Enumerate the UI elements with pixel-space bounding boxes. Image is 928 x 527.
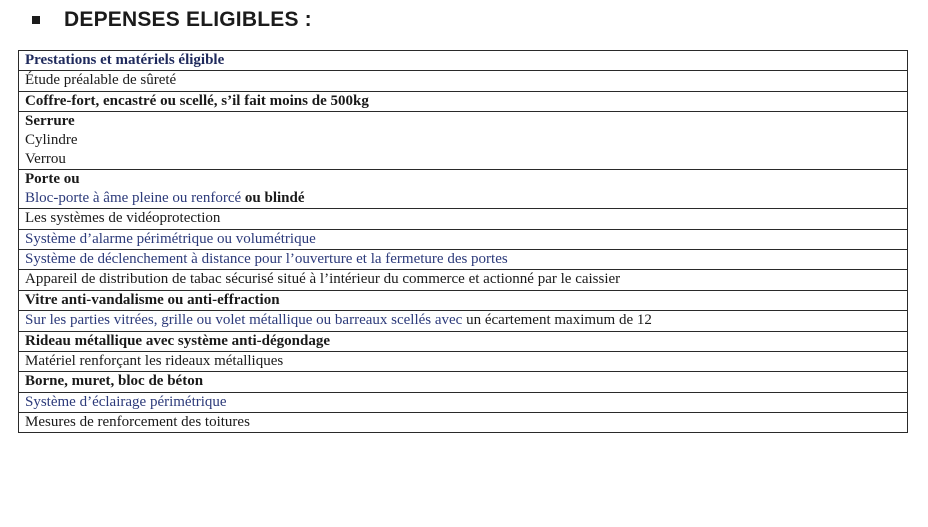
table-cell <box>19 71 908 91</box>
table-row <box>19 372 908 392</box>
table-cell <box>19 290 908 310</box>
cell-text: Rideau métallique avec système anti-dégondage <box>25 332 330 349</box>
table-header-cell: Prestations et matériels éligible <box>19 51 908 71</box>
cell-text: Système d’éclairage périmétrique <box>25 393 227 410</box>
cell-text: Étude préalable de sûreté <box>25 72 177 89</box>
table-cell <box>19 209 908 229</box>
cell-text: Coffre-fort, encastré ou scellé, s’il fait moins de 500kg <box>25 92 369 109</box>
cell-text: Matériel renforçant les rideaux métalliques <box>25 352 284 369</box>
table-row <box>19 71 908 91</box>
table-cell <box>19 392 908 412</box>
cell-text: Verrou <box>25 151 66 168</box>
cell-text: Borne, muret, bloc de béton <box>25 373 204 390</box>
eligible-expenses-table <box>18 50 908 433</box>
cell-text: Les systèmes de vidéoprotection <box>25 210 221 227</box>
table-row <box>19 311 908 331</box>
table-cell <box>19 229 908 249</box>
cell-text: Vitre anti-vandalisme ou anti-effraction <box>25 291 280 308</box>
table-cell <box>19 372 908 392</box>
table-cell <box>19 413 908 433</box>
table-row <box>19 170 908 209</box>
table-row <box>19 290 908 310</box>
cell-text: Appareil de distribution de tabac sécurisé situé à l’intérieur du commerce et actionné par le caissier <box>25 271 621 288</box>
table-row <box>19 331 908 351</box>
cell-text: Porte ou <box>25 171 80 188</box>
table-cell <box>19 311 908 331</box>
cell-text: Système d’alarme périmétrique ou volumétrique <box>25 230 316 247</box>
section-heading <box>32 8 312 32</box>
table-cell <box>19 351 908 371</box>
table-cell <box>19 91 908 111</box>
table-row <box>19 392 908 412</box>
table-row <box>19 270 908 290</box>
table-header-row <box>19 51 908 71</box>
table-row <box>19 112 908 170</box>
table-cell <box>19 249 908 269</box>
table-row <box>19 91 908 111</box>
cell-text: ou blindé <box>241 190 305 207</box>
bullet-icon <box>32 16 40 24</box>
cell-text: Système de déclenchement à distance pour l’ouverture et la fermeture des portes <box>25 250 508 267</box>
section-title: DEPENSES ELIGIBLES : <box>64 8 312 31</box>
table-row <box>19 209 908 229</box>
cell-text: Bloc-porte à âme pleine ou renforcé <box>25 190 242 207</box>
cell-line <box>25 189 901 208</box>
table-cell <box>19 170 908 209</box>
cell-text: Serrure <box>25 113 75 130</box>
table-cell <box>19 112 908 170</box>
cell-text: Mesures de renforcement des toitures <box>25 414 250 431</box>
table-row <box>19 413 908 433</box>
table-cell <box>19 331 908 351</box>
cell-text: Cylindre <box>25 132 78 149</box>
cell-text: un écartement maximum de 12 <box>462 312 652 329</box>
table-cell <box>19 270 908 290</box>
cell-text: Sur les parties vitrées, grille ou volet métallique ou barreaux scellés avec <box>25 312 463 329</box>
table-row <box>19 249 908 269</box>
table-row <box>19 229 908 249</box>
table-row <box>19 351 908 371</box>
